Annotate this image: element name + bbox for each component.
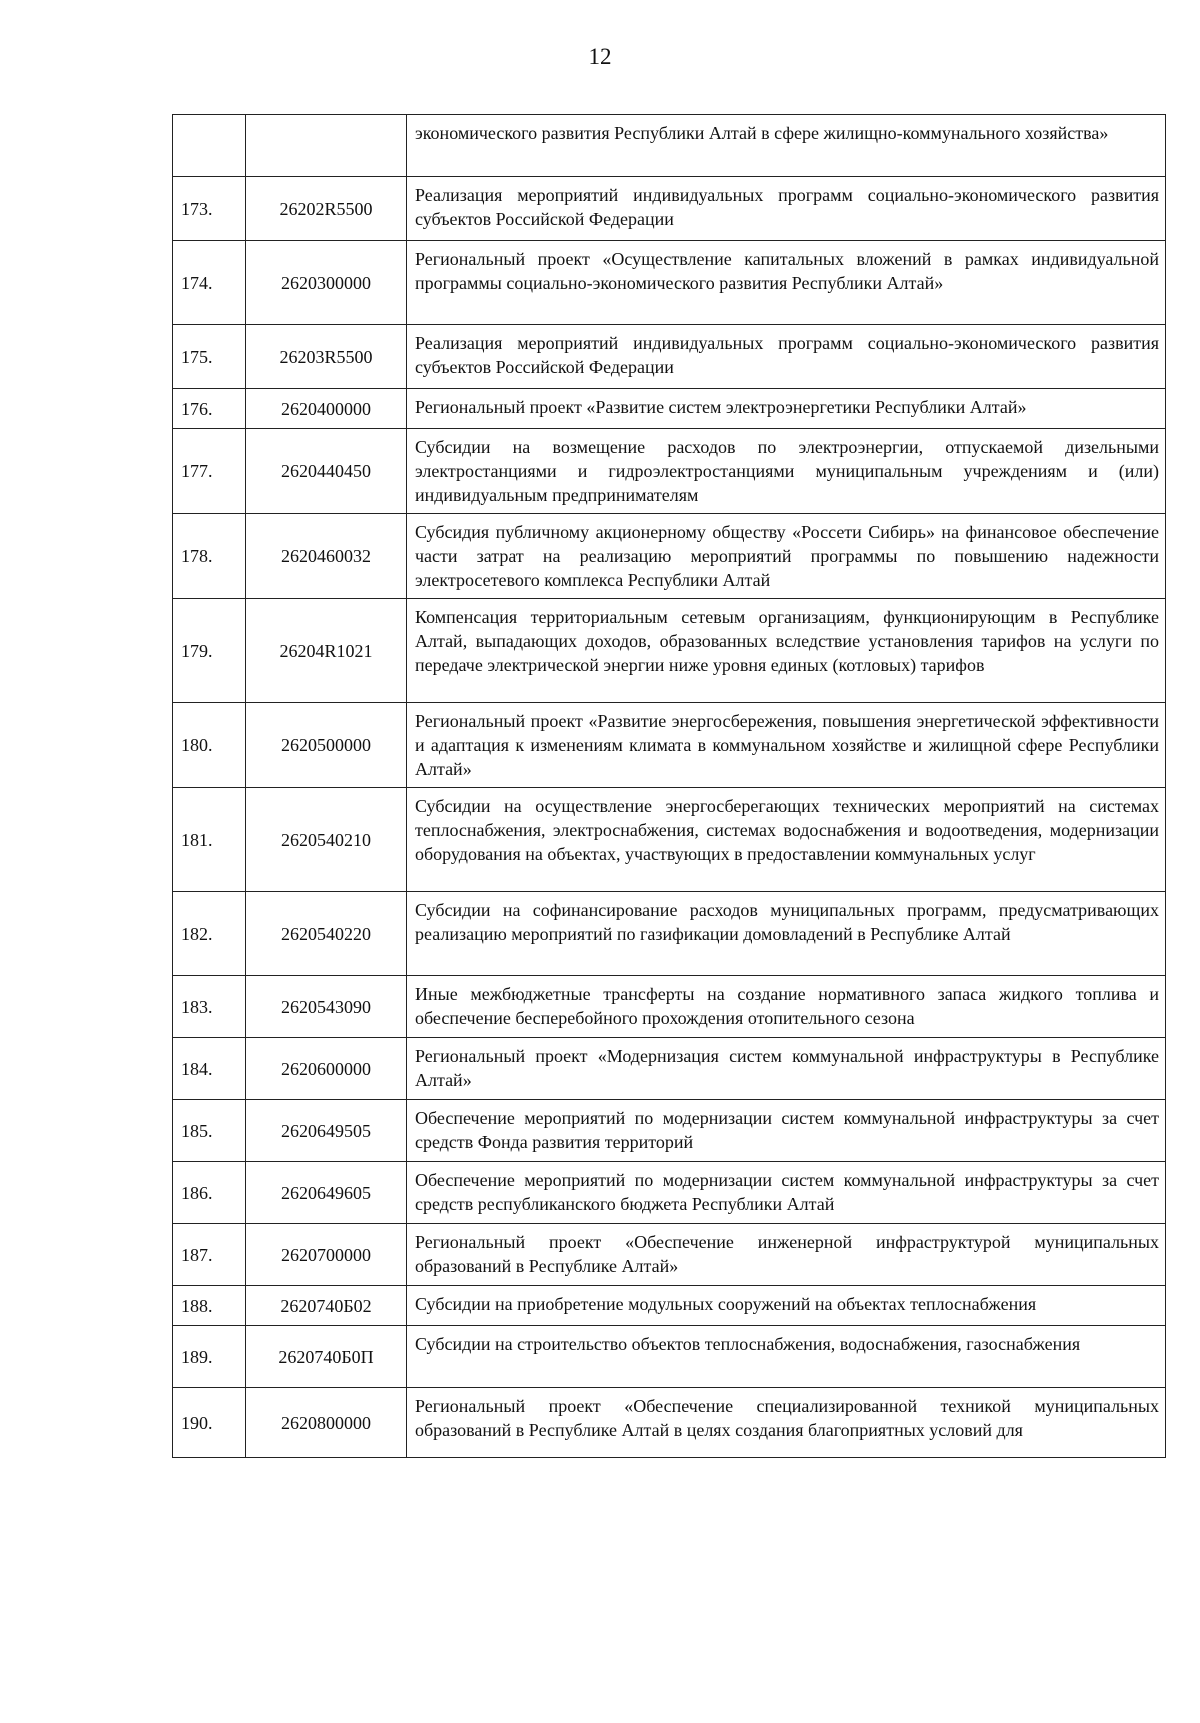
- row-code: 2620540210: [246, 788, 407, 892]
- row-code: 2620600000: [246, 1038, 407, 1100]
- table-row: [173, 1038, 1166, 1100]
- row-code: 2620800000: [246, 1388, 407, 1458]
- row-code: 2620400000: [246, 389, 407, 429]
- row-number: 175.: [173, 325, 246, 389]
- table-row: [173, 703, 1166, 788]
- row-number: 190.: [173, 1388, 246, 1458]
- row-description: Обеспечение мероприятий по модернизации систем коммунальной инфраструктуры за счет средств Фонда развития территорий: [407, 1100, 1166, 1162]
- row-code: 2620543090: [246, 976, 407, 1038]
- row-description: Компенсация территориальным сетевым организациям, функционирующим в Республике Алтай, выпадающих доходов, образованных вследствие установления тарифов на услуги по передаче электрической энергии ниже уровня единых (котловых) тарифов: [407, 599, 1166, 703]
- row-number: 182.: [173, 892, 246, 976]
- row-code: 26202R5500: [246, 177, 407, 241]
- table-row: [173, 177, 1166, 241]
- row-number: 183.: [173, 976, 246, 1038]
- row-number: 185.: [173, 1100, 246, 1162]
- row-code: 2620460032: [246, 514, 407, 599]
- row-code: 2620500000: [246, 703, 407, 788]
- table-row: [173, 389, 1166, 429]
- row-description: Региональный проект «Осуществление капитальных вложений в рамках индивидуальной программы социально-экономического развития Республики Алтай»: [407, 241, 1166, 325]
- row-number: 184.: [173, 1038, 246, 1100]
- row-description: Иные межбюджетные трансферты на создание нормативного запаса жидкого топлива и обеспечение бесперебойного прохождения отопительного сезона: [407, 976, 1166, 1038]
- table-row: [173, 115, 1166, 177]
- table-row: [173, 1388, 1166, 1458]
- table-row: [173, 241, 1166, 325]
- table-row: [173, 325, 1166, 389]
- row-number: 180.: [173, 703, 246, 788]
- row-description: Субсидии на строительство объектов теплоснабжения, водоснабжения, газоснабжения: [407, 1326, 1166, 1388]
- row-description: Региональный проект «Обеспечение инженерной инфраструктурой муниципальных образований в Республике Алтай»: [407, 1224, 1166, 1286]
- table-row: [173, 1100, 1166, 1162]
- table-row: [173, 1224, 1166, 1286]
- row-code: 2620440450: [246, 429, 407, 514]
- row-code: 2620649505: [246, 1100, 407, 1162]
- table-row: [173, 1286, 1166, 1326]
- row-number: 188.: [173, 1286, 246, 1326]
- table-row: [173, 429, 1166, 514]
- row-number: 189.: [173, 1326, 246, 1388]
- table-row: [173, 788, 1166, 892]
- table-row: [173, 1326, 1166, 1388]
- row-number: 181.: [173, 788, 246, 892]
- table-row: [173, 599, 1166, 703]
- row-code: 26203R5500: [246, 325, 407, 389]
- row-code: 2620740Б02: [246, 1286, 407, 1326]
- row-description: Обеспечение мероприятий по модернизации систем коммунальной инфраструктуры за счет средств республиканского бюджета Республики Алтай: [407, 1162, 1166, 1224]
- row-code: 26204R1021: [246, 599, 407, 703]
- row-description: Субсидии на осуществление энергосберегающих технических мероприятий на системах теплоснабжения, электроснабжения, системах водоснабжения и водоотведения, модернизации оборудования на объектах, участвующих в предоставлении коммунальных услуг: [407, 788, 1166, 892]
- row-number: 174.: [173, 241, 246, 325]
- row-description: Реализация мероприятий индивидуальных программ социально-экономического развития субъектов Российской Федерации: [407, 325, 1166, 389]
- table-row: [173, 976, 1166, 1038]
- row-code: 2620740Б0П: [246, 1326, 407, 1388]
- row-code: [246, 115, 407, 177]
- row-number: 177.: [173, 429, 246, 514]
- table-row: [173, 892, 1166, 976]
- row-number: 173.: [173, 177, 246, 241]
- row-number: 176.: [173, 389, 246, 429]
- row-number: 178.: [173, 514, 246, 599]
- row-code: 2620300000: [246, 241, 407, 325]
- row-description: Субсидии на софинансирование расходов муниципальных программ, предусматривающих реализацию мероприятий по газификации домовладений в Республике Алтай: [407, 892, 1166, 976]
- row-description: Субсидии на приобретение модульных сооружений на объектах теплоснабжения: [407, 1286, 1166, 1326]
- row-number: 186.: [173, 1162, 246, 1224]
- row-code: 2620540220: [246, 892, 407, 976]
- row-code: 2620700000: [246, 1224, 407, 1286]
- row-description: Субсидии на возмещение расходов по электроэнергии, отпускаемой дизельными электростанциями и гидроэлектростанциями муниципальным учреждениям и (или) индивидуальным предпринимателям: [407, 429, 1166, 514]
- row-number: 187.: [173, 1224, 246, 1286]
- row-description: экономического развития Республики Алтай в сфере жилищно-коммунального хозяйства»: [407, 115, 1166, 177]
- budget-codes-table: [172, 114, 1166, 1458]
- table-body: [173, 115, 1166, 1458]
- row-number: [173, 115, 246, 177]
- row-description: Региональный проект «Модернизация систем коммунальной инфраструктуры в Республике Алтай»: [407, 1038, 1166, 1100]
- table-row: [173, 514, 1166, 599]
- row-description: Реализация мероприятий индивидуальных программ социально-экономического развития субъектов Российской Федерации: [407, 177, 1166, 241]
- table-row: [173, 1162, 1166, 1224]
- row-description: Региональный проект «Развитие систем электроэнергетики Республики Алтай»: [407, 389, 1166, 429]
- row-code: 2620649605: [246, 1162, 407, 1224]
- row-description: Региональный проект «Обеспечение специализированной техникой муниципальных образований в Республике Алтай в целях создания благоприятных условий для: [407, 1388, 1166, 1458]
- row-description: Региональный проект «Развитие энергосбережения, повышения энергетической эффективности и адаптация к изменениям климата в коммунальном хозяйстве и жилищной сфере Республики Алтай»: [407, 703, 1166, 788]
- row-number: 179.: [173, 599, 246, 703]
- row-description: Субсидия публичному акционерному обществу «Россети Сибирь» на финансовое обеспечение части затрат на реализацию мероприятий программы по повышению надежности электросетевого комплекса Республики Алтай: [407, 514, 1166, 599]
- page-number: 12: [588, 44, 612, 69]
